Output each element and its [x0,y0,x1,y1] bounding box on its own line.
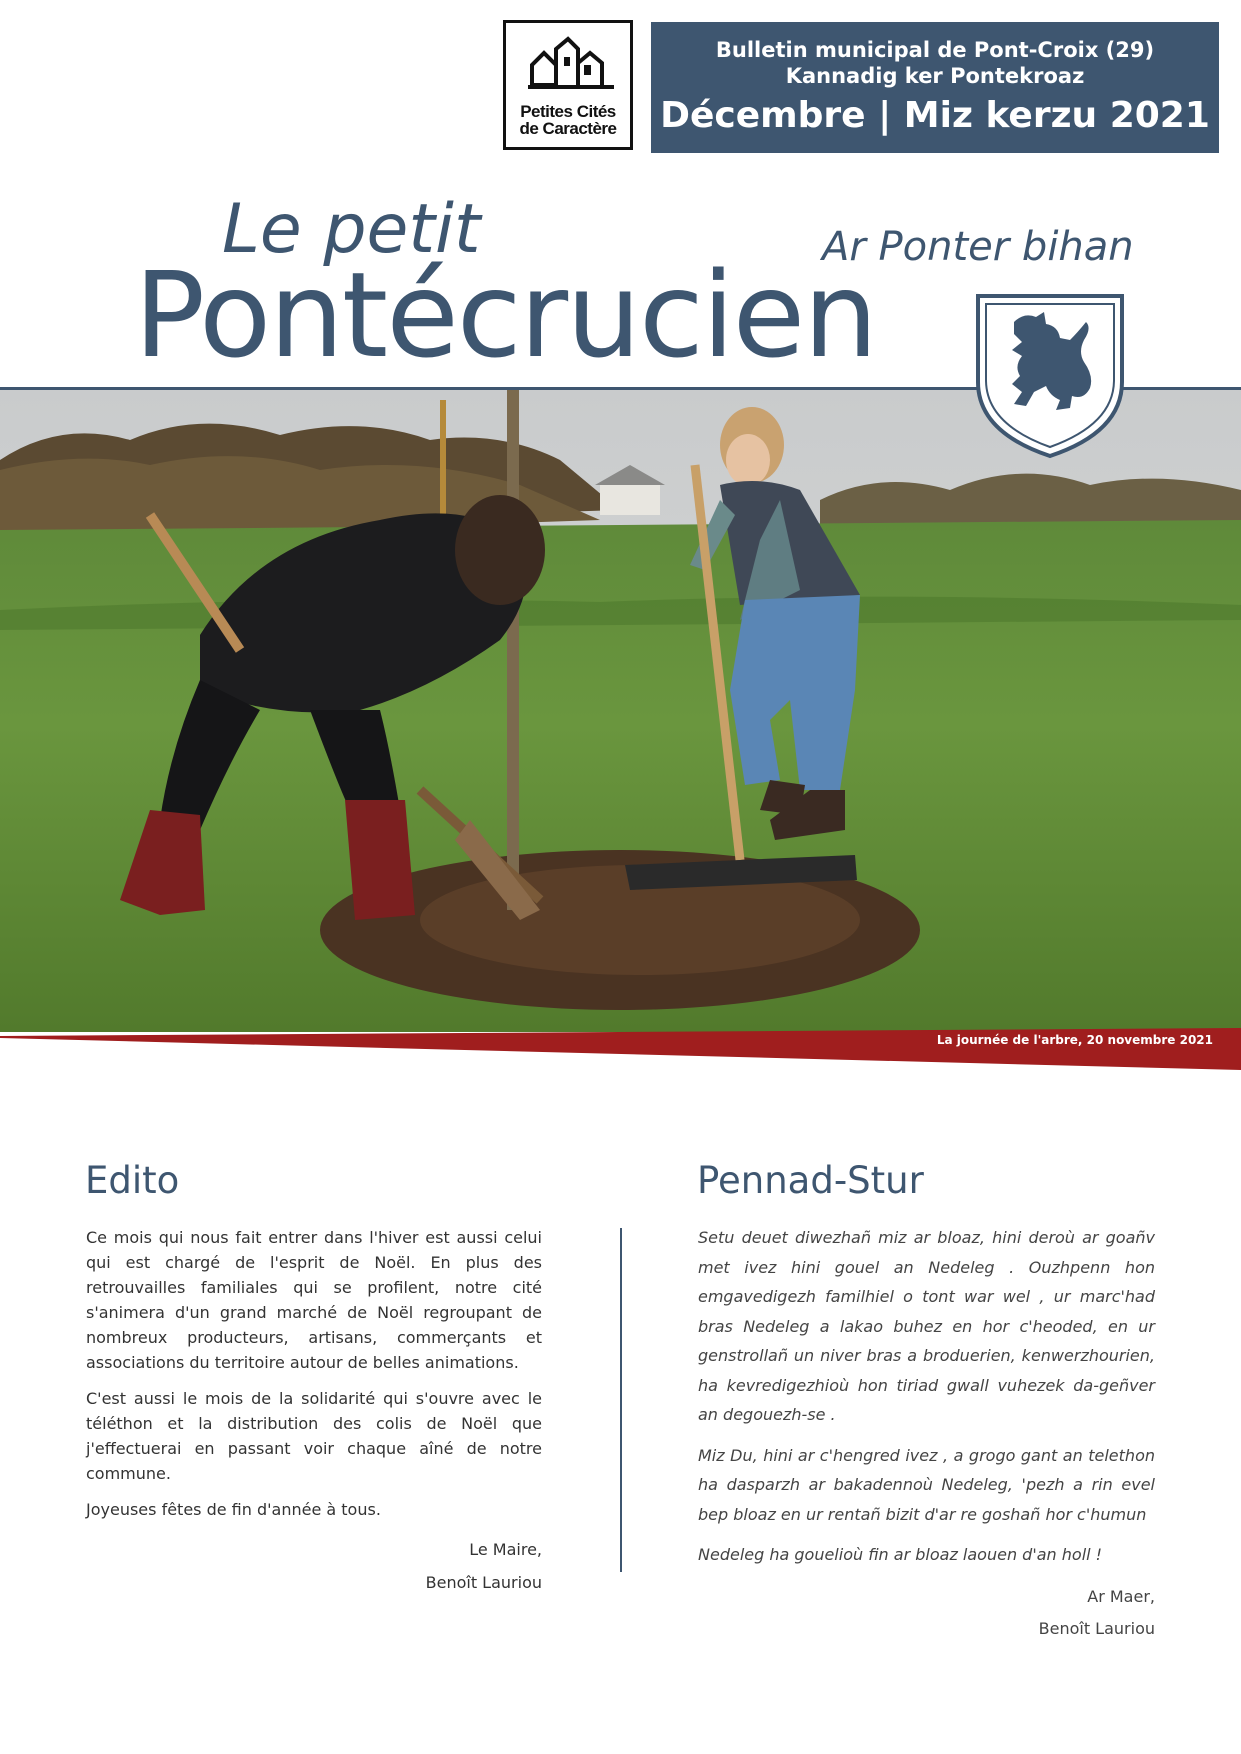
column-divider [620,1228,622,1572]
logo-line1: Petites Cités [520,102,616,121]
logo-line2: de Caractère [519,119,617,138]
edito-sign-role: Le Maire, [469,1540,542,1559]
bulletin-line1: Bulletin municipal de Pont-Croix (29) [715,38,1155,62]
photo-caption: La journée de l'arbre, 20 novembre 2021 [936,1033,1213,1047]
edito-sign-name: Benoît Lauriou [425,1573,542,1592]
pennad-paragraph-3: Nedeleg ha gouelioù fin ar bloaz laouen d'an holl ! [698,1545,1103,1564]
pennad-sign-role: Ar Maer, [1087,1586,1155,1606]
edito-paragraph-1: Ce mois qui nous fait entrer dans l'hiver est aussi celui qui est chargé de l'esprit de Noël. En plus des retrouvailles familiales qui se profilent, notre cité s'animera d'un grand marché de Noël regroupant de nombreux producteurs, artisans, commerçants et associations du territoire autour de belles animations. [86,1228,542,1372]
edito-title: Edito [85,1159,180,1202]
masthead-title: Pontécrucien [134,246,877,384]
masthead-le-petit: Le petit [222,190,481,269]
pennad-signature [698,1581,1155,1645]
logo-text [506,103,630,137]
cover-photo [0,390,1241,1032]
pennad-paragraph-2: Miz Du, hini ar c'hengred ivez , a grogo gant an telethon ha dasparzh ar bakadennoù Nedeleg, 'pezh a rin evel bep bloaz en ur rentañ bizit d'ar re goshañ hor c'humun [698,1445,1155,1524]
pennad-title: Pennad-Stur [697,1159,924,1202]
pennad-body [698,1223,1155,1645]
edito-body [86,1225,542,1599]
pennad-sign-name: Benoît Lauriou [1038,1618,1155,1638]
village-icon [528,35,614,97]
masthead-breton: Ar Ponter bihan [822,224,1134,270]
coat-of-arms-icon [974,292,1126,460]
petites-cites-logo [503,20,633,150]
issue-date: Décembre | Miz kerzu 2021 [660,95,1210,136]
edito-signature [86,1533,542,1599]
bulletin-line2: Kannadig ker Pontekroaz [785,64,1085,88]
edito-paragraph-3: Joyeuses fêtes de fin d'année à tous. [86,1500,381,1519]
pennad-paragraph-1: Setu deuet diwezhañ miz ar bloaz, hini deroù ar goañv met ivez hini gouel an Nedeleg . Ouzhpenn hon emgavedigezh familhiel o tont war wel , ur marc'had bras Nedeleg a lakao buhez en hor c'heoded, en ur genstrollañ un niver bras a broduerien, kenwerzhourien, ha kevredigezhioù hon tiriad gwall vuhezek da-geñver an degouezh-se . [698,1228,1155,1424]
edito-paragraph-2: C'est aussi le mois de la solidarité qui s'ouvre avec le téléthon et la distribution des colis de Noël que j'effectuerai en passant voir chaque aîné de notre commune. [86,1389,542,1483]
bulletin-header [651,22,1219,153]
